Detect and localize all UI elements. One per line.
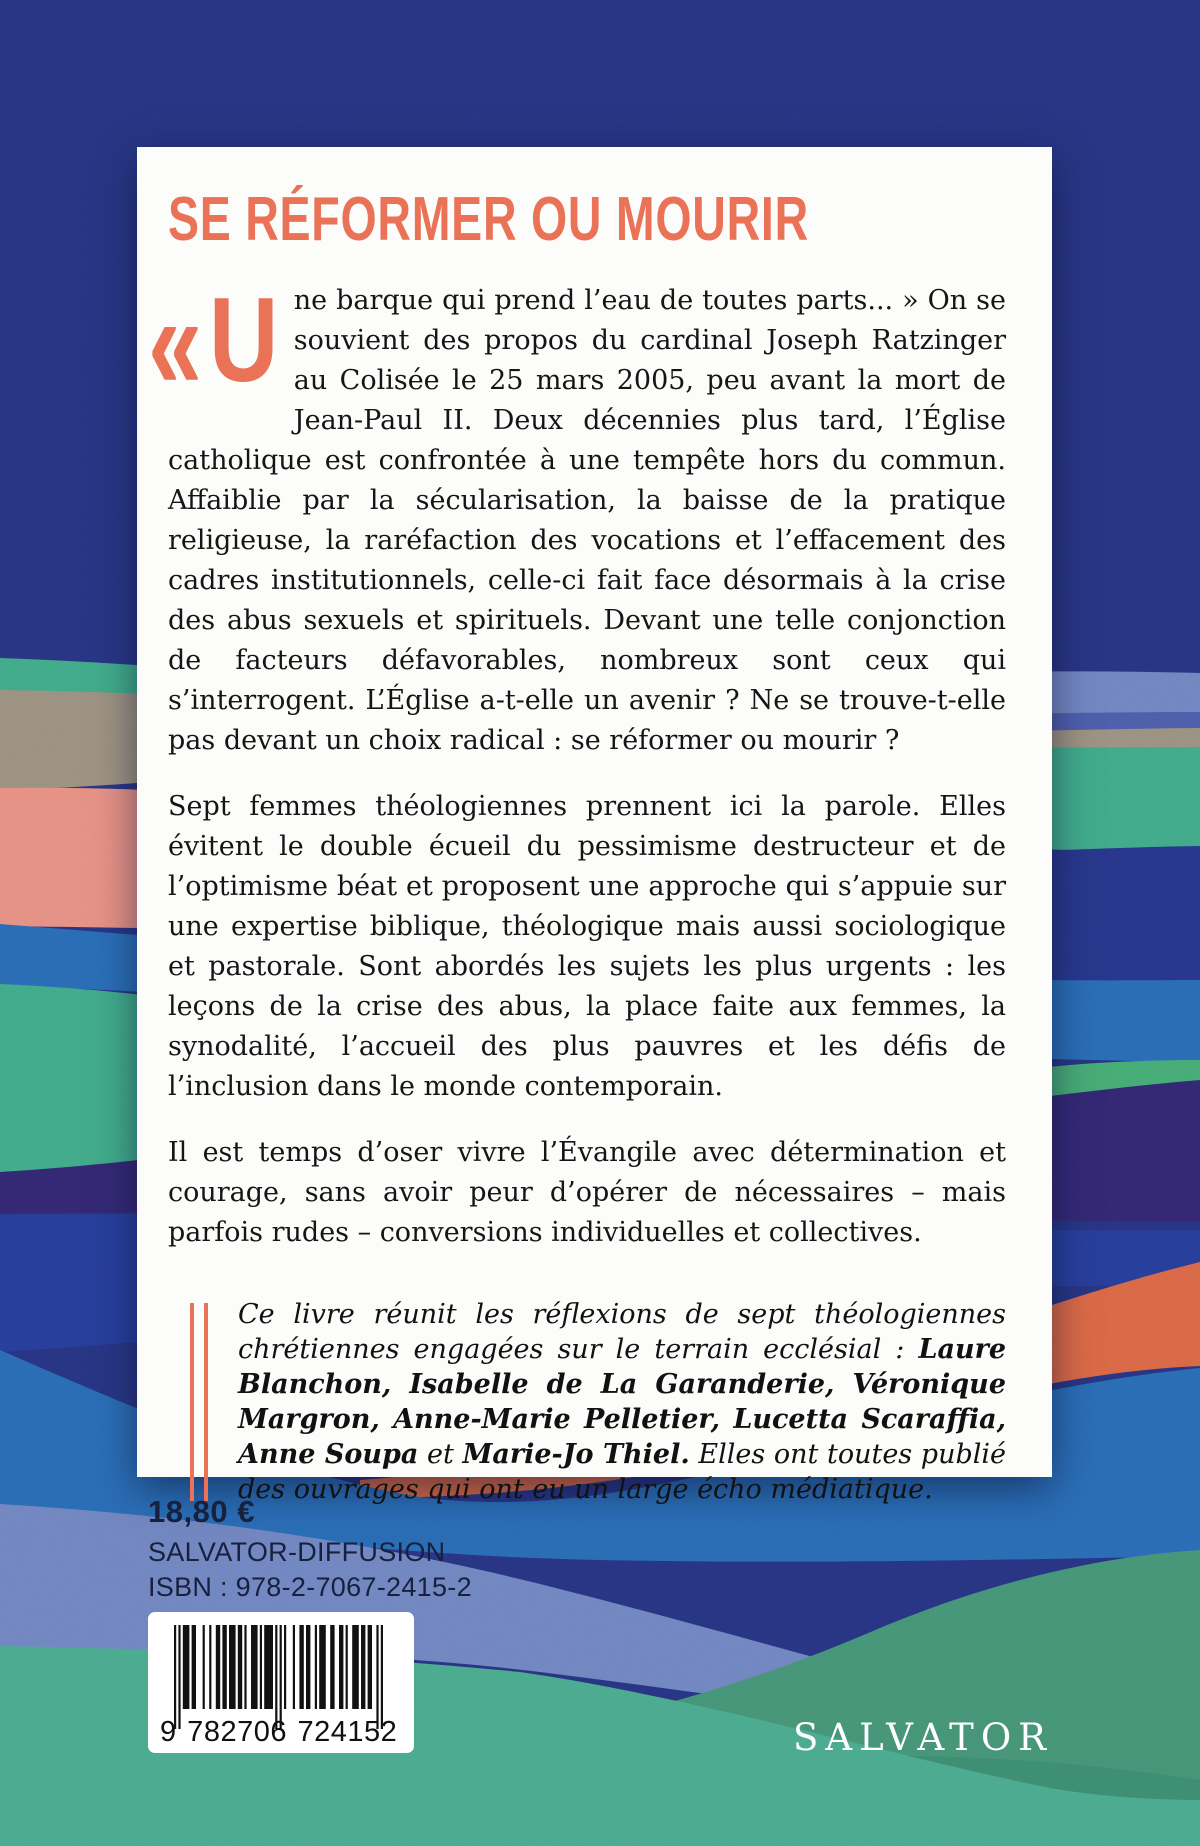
- isbn: ISBN : 978-2-7067-2415-2: [148, 1572, 472, 1602]
- back-cover-panel: [137, 147, 1052, 1505]
- blurb-outro: Elles ont toutes publié des ouvrages qui ont eu un large écho médiatique.: [238, 1439, 1006, 1505]
- paragraph-1-text: ne barque qui prend l’eau de toutes parts... » On se souvient des propos du cardinal Joseph Ratzinger au Colisée le 25 mars 2005, peu avant la mort de Jean-Paul II. Deux décennies plus tard, l’Église catholique est confrontée à une tempête hors du commun. Affaiblie par la sécularisation, la baisse de la pratique religieuse, la raréfaction des vocations et l’effacement des cadres institutionnels, celle-ci fait face désormais à la crise des abus sexuels et spirituels. Devant une telle conjonction de facteurs défavorables, nombreux sont ceux qui s’interrogent. L’Église a-t-elle un avenir ? Ne se trouve-t-elle pas devant un choix radical : se réformer ou mourir ?: [168, 285, 1006, 756]
- drop-cap: [148, 267, 282, 418]
- paragraph-3: Il est temps d’oser vivre l’Évangile avec détermination et courage, sans avoir peur d’opérer de nécessaires – mais parfois rudes – conversions individuelles et collectives.: [168, 1137, 1006, 1248]
- paragraph-1: [148, 267, 1006, 761]
- blurb-conjunction: et: [418, 1439, 463, 1470]
- pricing-block: [148, 1494, 472, 1603]
- blurb-names: Laure Blanchon, Isabelle de La Garanderie, Véronique Margron, Anne-Marie Pelletier, Lucetta Scaraffia, Anne Soupa: [238, 1334, 1006, 1470]
- drop-cap-letter: U: [209, 273, 279, 407]
- blurb-names-2: Marie-Jo Thiel.: [462, 1439, 690, 1470]
- barcode: [148, 1612, 414, 1753]
- blurb-accent-bar: [204, 1303, 208, 1501]
- blurb-intro: Ce livre réunit les réflexions de sept théologiennes chrétiennes engagées sur le terrain ecclésial :: [238, 1299, 1006, 1365]
- paragraph-2: Sept femmes théologiennes prennent ici la parole. Elles évitent le double écueil du pessimisme destructeur et de l’optimisme béat et proposent une approche qui s’appuie sur une expertise biblique, théologique mais aussi sociologique et pastorale. Sont abordés les sujets les plus urgents : les leçons de la crise des abus, la place faite aux femmes, la synodalité, l’accueil des plus pauvres et les défis de l’inclusion dans le monde contemporain.: [168, 791, 1006, 1102]
- barcode-digits: 9 782706 724152: [160, 1716, 398, 1748]
- blurb-accent-bar: [190, 1303, 194, 1501]
- publisher-logo: SALVATOR: [793, 1716, 1054, 1759]
- book-title: SE RÉFORMER OU MOURIR: [168, 185, 809, 254]
- opening-guillemet-icon: «: [148, 267, 203, 418]
- distributor: SALVATOR-DIFFUSION: [148, 1537, 446, 1567]
- contributors-blurb: [168, 1297, 1006, 1507]
- price: 18,80 €: [148, 1494, 255, 1529]
